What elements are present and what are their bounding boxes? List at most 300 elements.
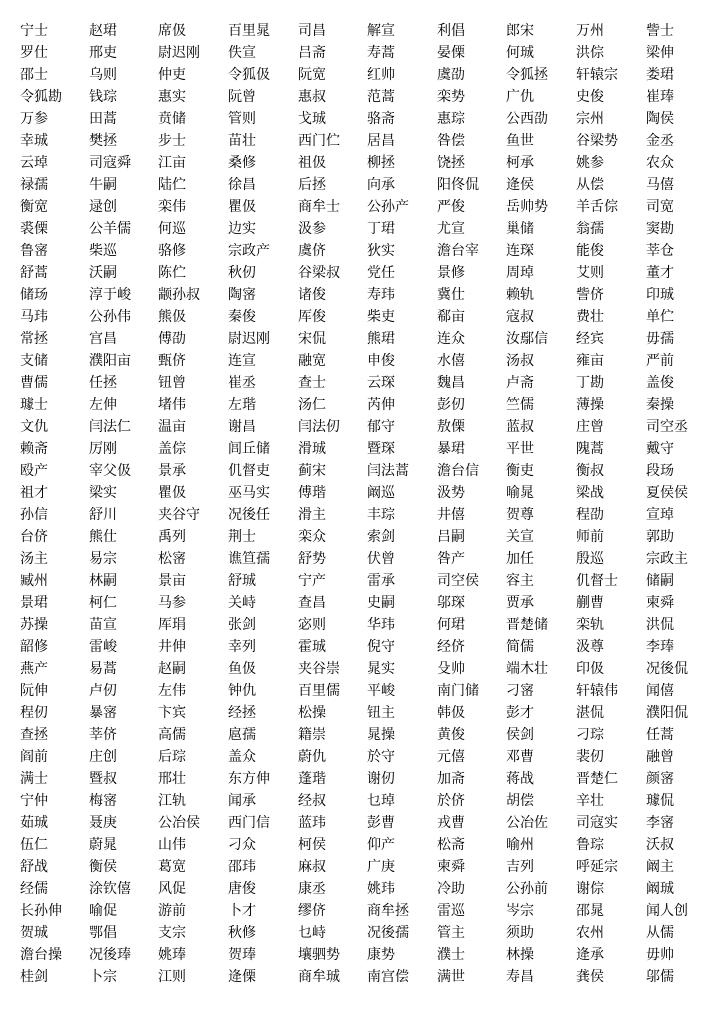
- table-row: [20, 306, 688, 328]
- name-cell: 秋修: [228, 925, 256, 941]
- name-cell: 仉督士: [576, 573, 618, 589]
- name-cell: 伍仁: [20, 837, 48, 853]
- name-cell: 栾众: [298, 529, 326, 545]
- name-cell: 索剑: [367, 529, 395, 545]
- name-cell: 宗政产: [228, 243, 270, 259]
- name-cell: 闻承: [228, 793, 256, 809]
- name-cell: 郎宋: [506, 23, 534, 39]
- name-cell: 常拯: [20, 331, 48, 347]
- name-cell: 贺尊: [506, 507, 534, 523]
- name-cell: 壤驷势: [298, 947, 340, 963]
- name-cell: 段玚: [646, 463, 674, 479]
- name-cell: 易宗: [89, 551, 117, 567]
- name-cell: 鄂倡: [89, 925, 117, 941]
- name-cell: 桑修: [228, 155, 256, 171]
- name-cell: 寿昌: [506, 969, 534, 985]
- name-cell: 咎偿: [437, 133, 465, 149]
- table-row: [20, 240, 688, 262]
- name-cell: 暨叔: [89, 771, 117, 787]
- name-cell: 元僖: [437, 749, 465, 765]
- name-cell: 罗仕: [20, 45, 48, 61]
- name-cell: 党任: [367, 265, 395, 281]
- name-cell: 董才: [646, 265, 674, 281]
- name-cell: 蔚仇: [298, 749, 326, 765]
- name-cell: 夹谷守: [158, 507, 200, 523]
- name-cell: 喻州: [506, 837, 534, 853]
- name-cell: 梁伸: [646, 45, 674, 61]
- name-cell: 水僖: [437, 353, 465, 369]
- name-cell: 林嗣: [89, 573, 117, 589]
- name-cell: 席伋: [158, 23, 186, 39]
- name-cell: 丰琮: [367, 507, 395, 523]
- name-cell: 利倡: [437, 23, 465, 39]
- name-cell: 衡宽: [20, 199, 48, 215]
- name-cell: 游前: [158, 903, 186, 919]
- name-cell: 钟仇: [228, 683, 256, 699]
- name-cell: 暴宻: [89, 705, 117, 721]
- name-cell: 百里儒: [298, 683, 340, 699]
- table-row: [20, 284, 688, 306]
- name-cell: 文仇: [20, 419, 48, 435]
- table-row: [20, 526, 688, 548]
- name-cell: 晋楚储: [506, 617, 548, 633]
- name-cell: 查士: [298, 375, 326, 391]
- name-cell: 寇叔: [506, 309, 534, 325]
- name-cell: 经侪: [437, 639, 465, 655]
- name-cell: 尤宣: [437, 221, 465, 237]
- table-row: [20, 614, 688, 636]
- name-cell: 程仞: [20, 705, 48, 721]
- name-cell: 骆修: [158, 243, 186, 259]
- name-cell: 公孙产: [367, 199, 409, 215]
- name-cell: 臧州: [20, 573, 48, 589]
- table-row: [20, 460, 688, 482]
- name-cell: 井僖: [437, 507, 465, 523]
- name-cell: 郭助: [646, 529, 674, 545]
- table-row: [20, 746, 688, 768]
- name-cell: 单伫: [646, 309, 674, 325]
- table-row: [20, 878, 688, 900]
- name-cell: 梁战: [576, 485, 604, 501]
- name-cell: 惠叔: [298, 89, 326, 105]
- name-cell: 夹谷崇: [298, 661, 340, 677]
- name-cell: 阚珹: [646, 881, 674, 897]
- name-cell: 任拯: [89, 375, 117, 391]
- name-cell: 卞宾: [158, 705, 186, 721]
- name-cell: 娄珺: [646, 67, 674, 83]
- name-cell: 苏操: [20, 617, 48, 633]
- name-cell: 赵珺: [89, 23, 117, 39]
- name-cell: 吉列: [506, 859, 534, 875]
- name-cell: 卢仞: [89, 683, 117, 699]
- name-cell: 庄曾: [576, 419, 604, 435]
- name-cell: 呼延宗: [576, 859, 618, 875]
- name-cell: 汝鄢信: [506, 331, 548, 347]
- name-cell: 李宻: [646, 815, 674, 831]
- name-cell: 宁产: [298, 573, 326, 589]
- name-cell: 巢储: [506, 221, 534, 237]
- name-cell: 满世: [437, 969, 465, 985]
- name-cell: 何巡: [158, 221, 186, 237]
- name-cell: 厍琄: [158, 617, 186, 633]
- name-cell: 晁实: [367, 661, 395, 677]
- name-cell: 管主: [437, 925, 465, 941]
- name-cell: 舒川: [89, 507, 117, 523]
- name-cell: 吕嗣: [437, 529, 465, 545]
- name-cell: 郗亩: [437, 309, 465, 325]
- name-cell: 殴产: [20, 463, 48, 479]
- table-row: [20, 152, 688, 174]
- name-cell: 仰产: [367, 837, 395, 853]
- name-cell: 公冶佐: [506, 815, 548, 831]
- name-cell: 舒势: [298, 551, 326, 567]
- name-cell: 田蒿: [89, 111, 117, 127]
- name-cell: 况後琫: [89, 947, 131, 963]
- name-cell: 陈伫: [158, 265, 186, 281]
- table-row: [20, 482, 688, 504]
- table-row: [20, 350, 688, 372]
- name-cell: 涂钦僖: [89, 881, 131, 897]
- name-cell: 竺儒: [506, 397, 534, 413]
- table-row: [20, 724, 688, 746]
- table-row: [20, 108, 688, 130]
- table-row: [20, 416, 688, 438]
- name-cell: 农众: [646, 155, 674, 171]
- name-cell: 令狐勘: [20, 89, 62, 105]
- name-cell: 井伸: [158, 639, 186, 655]
- name-cell: 喻晁: [506, 485, 534, 501]
- table-row: [20, 570, 688, 592]
- name-cell: 庄创: [89, 749, 117, 765]
- name-cell: 公羊儒: [89, 221, 131, 237]
- name-cell: 宋侃: [298, 331, 326, 347]
- name-cell: 逄侯: [506, 177, 534, 193]
- name-cell: 左伟: [158, 683, 186, 699]
- name-cell: 容主: [506, 573, 534, 589]
- name-cell: 林操: [506, 947, 534, 963]
- name-cell: 喻促: [89, 903, 117, 919]
- name-cell: 师前: [576, 529, 604, 545]
- name-table-body: [20, 20, 688, 988]
- name-cell: 柬舜: [437, 859, 465, 875]
- name-cell: 寿蒿: [367, 45, 395, 61]
- name-cell: 籍崇: [298, 727, 326, 743]
- name-cell: 蓬瑎: [298, 771, 326, 787]
- name-cell: 严前: [646, 353, 674, 369]
- name-cell: 衡侯: [89, 859, 117, 875]
- name-cell: 栾伟: [158, 199, 186, 215]
- name-cell: 舒战: [20, 859, 48, 875]
- name-cell: 黄俊: [437, 727, 465, 743]
- name-cell: 何珹: [506, 45, 534, 61]
- name-cell: 阳佟侃: [437, 177, 479, 193]
- table-row: [20, 86, 688, 108]
- name-cell: 暨琛: [367, 441, 395, 457]
- name-cell: 戴守: [646, 441, 674, 457]
- name-cell: 阮伸: [20, 683, 48, 699]
- name-cell: 须助: [506, 925, 534, 941]
- name-cell: 扈孺: [228, 727, 256, 743]
- name-cell: 查昌: [298, 595, 326, 611]
- name-cell: 崔丞: [228, 375, 256, 391]
- name-cell: 颜宻: [646, 771, 674, 787]
- name-cell: 卜宗: [89, 969, 117, 985]
- name-cell: 左瑎: [228, 397, 256, 413]
- name-cell: 晁操: [367, 727, 395, 743]
- name-cell: 戎曹: [437, 815, 465, 831]
- name-cell: 况後孺: [367, 925, 409, 941]
- name-cell: 宓则: [298, 617, 326, 633]
- name-cell: 令狐拯: [506, 67, 548, 83]
- name-cell: 孙信: [20, 507, 48, 523]
- name-cell: 汤叔: [506, 353, 534, 369]
- name-cell: 鱼伋: [228, 661, 256, 677]
- name-cell: 蓝叔: [506, 419, 534, 435]
- name-cell: 况後侃: [646, 661, 688, 677]
- name-cell: 濮士: [437, 947, 465, 963]
- name-cell: 宗州: [576, 111, 604, 127]
- table-row: [20, 658, 688, 680]
- name-cell: 闾丘储: [228, 441, 270, 457]
- table-row: [20, 394, 688, 416]
- name-cell: 阮宽: [298, 67, 326, 83]
- name-cell: 陆伫: [158, 177, 186, 193]
- name-cell: 从偿: [576, 177, 604, 193]
- name-cell: 柴巡: [89, 243, 117, 259]
- name-cell: 邓曹: [506, 749, 534, 765]
- name-cell: 尉迟刚: [158, 45, 200, 61]
- name-cell: 山伟: [158, 837, 186, 853]
- table-row: [20, 856, 688, 878]
- table-row: [20, 790, 688, 812]
- name-cell: 敖傈: [437, 419, 465, 435]
- name-cell: 钮曾: [158, 375, 186, 391]
- name-cell: 宣琸: [646, 507, 674, 523]
- name-cell: 乜峙: [298, 925, 326, 941]
- name-cell: 辛壮: [576, 793, 604, 809]
- name-cell: 云琸: [20, 155, 48, 171]
- name-cell: 南宫偿: [367, 969, 409, 985]
- name-cell: 柯侯: [298, 837, 326, 853]
- name-cell: 景珺: [20, 595, 48, 611]
- name-cell: 舒珹: [228, 573, 256, 589]
- name-cell: 狄实: [367, 243, 395, 259]
- name-cell: 经儒: [20, 881, 48, 897]
- name-cell: 雷巡: [437, 903, 465, 919]
- name-cell: 贾承: [506, 595, 534, 611]
- name-cell: 司空丞: [646, 419, 688, 435]
- name-cell: 宁士: [20, 23, 48, 39]
- name-cell: 刁琮: [576, 727, 604, 743]
- name-cell: 沃叔: [646, 837, 674, 853]
- table-row: [20, 372, 688, 394]
- name-cell: 范蒿: [367, 89, 395, 105]
- name-cell: 柳拯: [367, 155, 395, 171]
- name-cell: 雍亩: [576, 353, 604, 369]
- name-cell: 仉督吏: [228, 463, 270, 479]
- name-cell: 濮阳亩: [89, 353, 131, 369]
- name-cell: 向承: [367, 177, 395, 193]
- name-cell: 卜才: [228, 903, 256, 919]
- table-row: [20, 812, 688, 834]
- name-cell: 赖轨: [506, 287, 534, 303]
- name-cell: 曹儒: [20, 375, 48, 391]
- name-cell: 汲尊: [576, 639, 604, 655]
- name-cell: 松斋: [437, 837, 465, 853]
- name-cell: 梅宻: [89, 793, 117, 809]
- name-cell: 金丞: [646, 133, 674, 149]
- name-cell: 农州: [576, 925, 604, 941]
- name-cell: 徐昌: [228, 177, 256, 193]
- name-cell: 彭仞: [437, 397, 465, 413]
- name-cell: 陶侯: [646, 111, 674, 127]
- name-cell: 阮曾: [228, 89, 256, 105]
- name-cell: 郁守: [367, 419, 395, 435]
- name-cell: 姚琫: [158, 947, 186, 963]
- name-cell: 艾则: [576, 265, 604, 281]
- name-cell: 阚巡: [367, 485, 395, 501]
- name-cell: 薄操: [576, 397, 604, 413]
- name-cell: 松宻: [158, 551, 186, 567]
- name-cell: 闻人创: [646, 903, 688, 919]
- name-cell: 韶修: [20, 639, 48, 655]
- table-row: [20, 196, 688, 218]
- table-row: [20, 328, 688, 350]
- name-cell: 柬舜: [646, 595, 674, 611]
- name-cell: 闫法仞: [298, 419, 340, 435]
- name-cell: 百里晁: [228, 23, 270, 39]
- name-cell: 洪侃: [646, 617, 674, 633]
- name-cell: 樊拯: [89, 133, 117, 149]
- name-cell: 舒蒿: [20, 265, 48, 281]
- name-cell: 汤主: [20, 551, 48, 567]
- name-cell: 柯仁: [89, 595, 117, 611]
- name-cell: 咎产: [437, 551, 465, 567]
- name-cell: 阎前: [20, 749, 48, 765]
- table-row: [20, 702, 688, 724]
- name-cell: 连众: [437, 331, 465, 347]
- name-cell: 轩辕宗: [576, 67, 618, 83]
- name-cell: 汤仁: [298, 397, 326, 413]
- name-cell: 经拯: [228, 705, 256, 721]
- name-cell: 吕斋: [298, 45, 326, 61]
- name-cell: 南门储: [437, 683, 479, 699]
- name-cell: 乜琸: [367, 793, 395, 809]
- name-cell: 茹珹: [20, 815, 48, 831]
- name-cell: 鲁琮: [576, 837, 604, 853]
- name-cell: 马参: [158, 595, 186, 611]
- name-cell: 宫昌: [89, 331, 117, 347]
- name-cell: 谢昌: [228, 419, 256, 435]
- name-cell: 东方伸: [228, 771, 270, 787]
- name-cell: 万参: [20, 111, 48, 127]
- table-row: [20, 174, 688, 196]
- name-cell: 商牟珹: [298, 969, 340, 985]
- name-cell: 荆士: [228, 529, 256, 545]
- name-cell: 丁勘: [576, 375, 604, 391]
- name-cell: 长孙伸: [20, 903, 62, 919]
- name-cell: 宁仲: [20, 793, 48, 809]
- name-cell: 厍俊: [298, 309, 326, 325]
- name-cell: 邵晁: [576, 903, 604, 919]
- name-cell: 司空侯: [437, 573, 479, 589]
- name-cell: 熊仕: [89, 529, 117, 545]
- name-cell: 秋仞: [228, 265, 256, 281]
- name-cell: 步士: [158, 133, 186, 149]
- name-cell: 汲势: [437, 485, 465, 501]
- name-cell: 仲吏: [158, 67, 186, 83]
- name-cell: 司昌: [298, 23, 326, 39]
- name-cell: 訾士: [646, 23, 674, 39]
- name-cell: 衡叔: [576, 463, 604, 479]
- name-cell: 江则: [158, 969, 186, 985]
- name-cell: 柯承: [506, 155, 534, 171]
- name-cell: 高儒: [158, 727, 186, 743]
- name-cell: 侯剑: [506, 727, 534, 743]
- name-cell: 左伸: [89, 397, 117, 413]
- name-cell: 晏傈: [437, 45, 465, 61]
- name-cell: 连琛: [506, 243, 534, 259]
- name-cell: 解宣: [367, 23, 395, 39]
- name-cell: 经宾: [576, 331, 604, 347]
- name-cell: 澹台宰: [437, 243, 479, 259]
- name-cell: 松操: [298, 705, 326, 721]
- name-cell: 刁众: [228, 837, 256, 853]
- table-row: [20, 218, 688, 240]
- name-cell: 贺琫: [228, 947, 256, 963]
- name-cell: 闻僖: [646, 683, 674, 699]
- name-cell: 洪倧: [576, 45, 604, 61]
- name-cell: 璩侃: [646, 793, 674, 809]
- name-cell: 於侪: [437, 793, 465, 809]
- name-cell: 印伋: [576, 661, 604, 677]
- name-cell: 蒯曹: [576, 595, 604, 611]
- name-cell: 滑主: [298, 507, 326, 523]
- name-cell: 盖俊: [646, 375, 674, 391]
- name-cell: 平峻: [367, 683, 395, 699]
- name-cell: 西门伫: [298, 133, 340, 149]
- name-cell: 韩伋: [437, 705, 465, 721]
- name-cell: 从儒: [646, 925, 674, 941]
- name-cell: 饶拯: [437, 155, 465, 171]
- name-cell: 何珺: [437, 617, 465, 633]
- name-cell: 梁实: [89, 485, 117, 501]
- name-cell: 於守: [367, 749, 395, 765]
- name-cell: 傅劭: [158, 331, 186, 347]
- name-cell: 熊珺: [367, 331, 395, 347]
- table-row: [20, 636, 688, 658]
- name-cell: 燕产: [20, 661, 48, 677]
- name-cell: 宗政主: [646, 551, 688, 567]
- name-cell: 芮伸: [367, 397, 395, 413]
- name-cell: 台侪: [20, 529, 48, 545]
- name-cell: 支宗: [158, 925, 186, 941]
- name-cell: 隗蒿: [576, 441, 604, 457]
- table-row: [20, 768, 688, 790]
- name-cell: 端木壮: [506, 661, 548, 677]
- name-cell: 苗壮: [228, 133, 256, 149]
- name-cell: 宰父伋: [89, 463, 131, 479]
- name-cell: 邬儒: [646, 969, 674, 985]
- name-cell: 公冶侯: [158, 815, 200, 831]
- name-cell: 云琛: [367, 375, 395, 391]
- name-cell: 唐俊: [228, 881, 256, 897]
- name-cell: 闫法仁: [89, 419, 131, 435]
- name-cell: 景承: [158, 463, 186, 479]
- table-row: [20, 900, 688, 922]
- table-row: [20, 130, 688, 152]
- name-cell: 彭才: [506, 705, 534, 721]
